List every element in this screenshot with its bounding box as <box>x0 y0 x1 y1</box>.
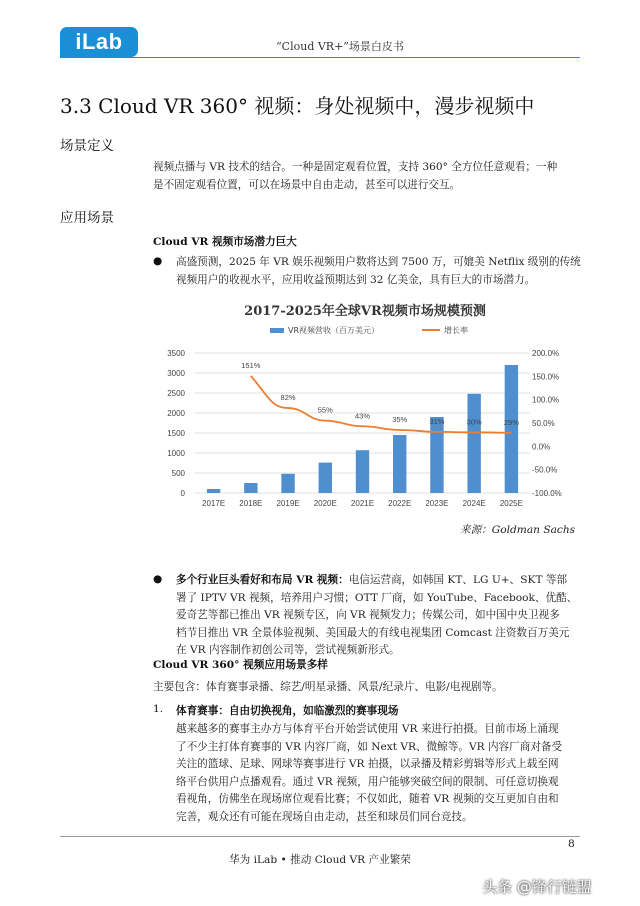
text-line: 完善，观众还有可能在现场自由走动，甚至和球员们同台竞技。 <box>176 810 473 823</box>
text-line: 高盛预测，2025 年 VR 娱乐视频用户数将达到 7500 万，可媲美 Netflix 级别的传统 <box>176 256 581 268</box>
bar <box>244 483 257 493</box>
x-tick-label: 2019E <box>276 499 300 508</box>
legend-label: VR视频营收（百万美元） <box>288 326 380 335</box>
chart-plot <box>150 292 590 517</box>
y-tick-label-left: 2500 <box>167 389 185 398</box>
footer-divider <box>60 836 580 837</box>
data-label: 29% <box>503 417 519 427</box>
y-tick-label-right: 100.0% <box>532 395 560 405</box>
bold-lead: 多个行业巨头看好和布局 VR 视频： <box>176 574 349 586</box>
page-number: 8 <box>568 838 575 850</box>
y-tick-label-right: -50.0% <box>532 465 558 475</box>
bar <box>430 417 443 493</box>
data-label: 35% <box>392 415 408 424</box>
section-title: 3.3 Cloud VR 360° 视频：身处视频中，漫步视频中 <box>60 94 535 118</box>
data-label: 151% <box>241 360 261 370</box>
use-cases-heading: Cloud VR 360° 视频应用场景多样 <box>153 659 328 671</box>
bar <box>281 474 294 493</box>
data-label: 55% <box>317 405 333 415</box>
sports-item-text <box>176 721 584 826</box>
bar <box>207 489 220 493</box>
data-label: 30% <box>466 417 482 427</box>
market-forecast-chart <box>150 292 590 517</box>
x-tick-label: 2024E <box>462 499 486 508</box>
y-tick-label-right: -100.0% <box>532 489 562 498</box>
text-line: 越来越多的赛事主办方与体育平台开始尝试使用 VR 来进行拍摄。目前市场上涌现 <box>176 723 559 735</box>
y-tick-label-left: 1000 <box>167 449 185 458</box>
y-tick-label-right: 150.0% <box>532 372 560 382</box>
data-label: 43% <box>354 411 371 421</box>
page-header <box>0 0 640 62</box>
watermark: 头条 @锋行链盟 <box>482 878 592 896</box>
x-tick-label: 2020E <box>313 499 337 508</box>
application-scene-heading: 应用场景 <box>60 210 114 226</box>
text-line: 络平台供用户点播观看。通过 VR 视频，用户能够突破空间的限制、可任意切换观 <box>176 775 559 788</box>
legend-label: 增长率 <box>444 326 468 335</box>
chart-title: 2017-2025年全球VR视频市场规模预测 <box>244 304 486 319</box>
text-line: 署了 IPTV VR 视频，培养用户习惯；OTT 厂商，如 YouTube、Facebook、优酷、 <box>176 591 578 604</box>
text-line: 看视角，仿佛坐在现场席位观看比赛；不仅如此，随着 VR 视频的交互更加自由和 <box>176 793 559 805</box>
bullet-icon: ● <box>153 573 163 585</box>
main-include-text: 主要包含：体育赛事录播、综艺/明星录播、风景/纪录片、电影/电视剧等。 <box>153 681 503 693</box>
y-tick-label-right: 200.0% <box>532 349 560 358</box>
item-number: 1. <box>153 703 164 715</box>
y-tick-label-left: 3000 <box>167 369 185 378</box>
bar <box>356 450 369 493</box>
legend-swatch-bar <box>270 328 284 333</box>
data-label: 31% <box>429 416 445 426</box>
text-line <box>176 572 584 590</box>
y-tick-label-left: 0 <box>180 489 185 498</box>
text-line: 是不固定观看位置，可以在场景中自由走动，甚至可以进行交互。 <box>153 179 461 191</box>
sports-item-title: 体育赛事：自由切换视角，如临激烈的赛事现场 <box>176 705 399 717</box>
x-tick-label: 2025E <box>499 499 523 508</box>
x-tick-label: 2018E <box>239 499 263 508</box>
bar <box>319 463 332 493</box>
scene-definition-heading: 场景定义 <box>60 138 114 154</box>
text-line: 在 VR 内容制作初创公司等，尝试视频新形式。 <box>176 644 400 656</box>
y-tick-label-left: 1500 <box>167 429 185 438</box>
x-tick-label: 2017E <box>202 499 226 508</box>
bar <box>393 435 406 493</box>
bar <box>467 394 480 493</box>
header-title: “Cloud VR+”场景白皮书 <box>276 40 404 53</box>
text-line: 爱奇艺等都已推出 VR 视频专区，向 VR 视频发力；传媒公司，如中国中央卫视多 <box>176 609 560 621</box>
x-tick-label: 2023E <box>425 499 449 508</box>
bullet-paragraph <box>176 572 584 660</box>
text-span: 电信运营商，如韩国 KT、LG U+、SKT 等部 <box>348 574 568 586</box>
y-tick-label-left: 500 <box>171 469 185 478</box>
text-line: 了不少主打体育赛事的 VR 内容厂商，如 Next VR、微鲸等。VR 内容厂商对备受 <box>176 740 563 753</box>
chart-source: 来源：Goldman Sachs <box>460 524 576 536</box>
market-potential-heading: Cloud VR 视频市场潜力巨大 <box>153 236 297 248</box>
text-line: 关注的篮球、足球、网球等赛事进行 VR 拍摄，以录播及精彩剪辑等形式上载至网 <box>176 758 559 770</box>
footer-text: 华为 iLab • 推动 Cloud VR 产业繁荣 <box>229 854 411 866</box>
data-label: 82% <box>280 393 296 403</box>
bullet-icon: ● <box>153 255 163 267</box>
header-divider <box>60 57 580 58</box>
y-tick-label-right: 0.0% <box>532 442 551 452</box>
x-tick-label: 2022E <box>388 499 412 508</box>
bullet-paragraph <box>176 254 584 289</box>
text-line: 视频用户的收视水平，应用收益预期达到 32 亿美金，具有巨大的市场潜力。 <box>176 273 536 286</box>
x-tick-label: 2021E <box>350 499 375 508</box>
scene-definition-text <box>153 158 583 194</box>
y-tick-label-left: 2000 <box>167 409 185 418</box>
ilab-logo: iLab <box>60 27 138 57</box>
bar <box>505 365 518 493</box>
text-line: 档节目推出 VR 全景体验视频、美国最大的有线电视集团 Comcast 注资数百万美元 <box>176 626 570 639</box>
y-tick-label-right: 50.0% <box>532 419 555 428</box>
text-line: 视频点播与 VR 技术的结合。一种是固定观看位置，支持 360° 全方位任意观看；一种 <box>153 161 558 173</box>
y-tick-label-left: 3500 <box>167 349 185 358</box>
